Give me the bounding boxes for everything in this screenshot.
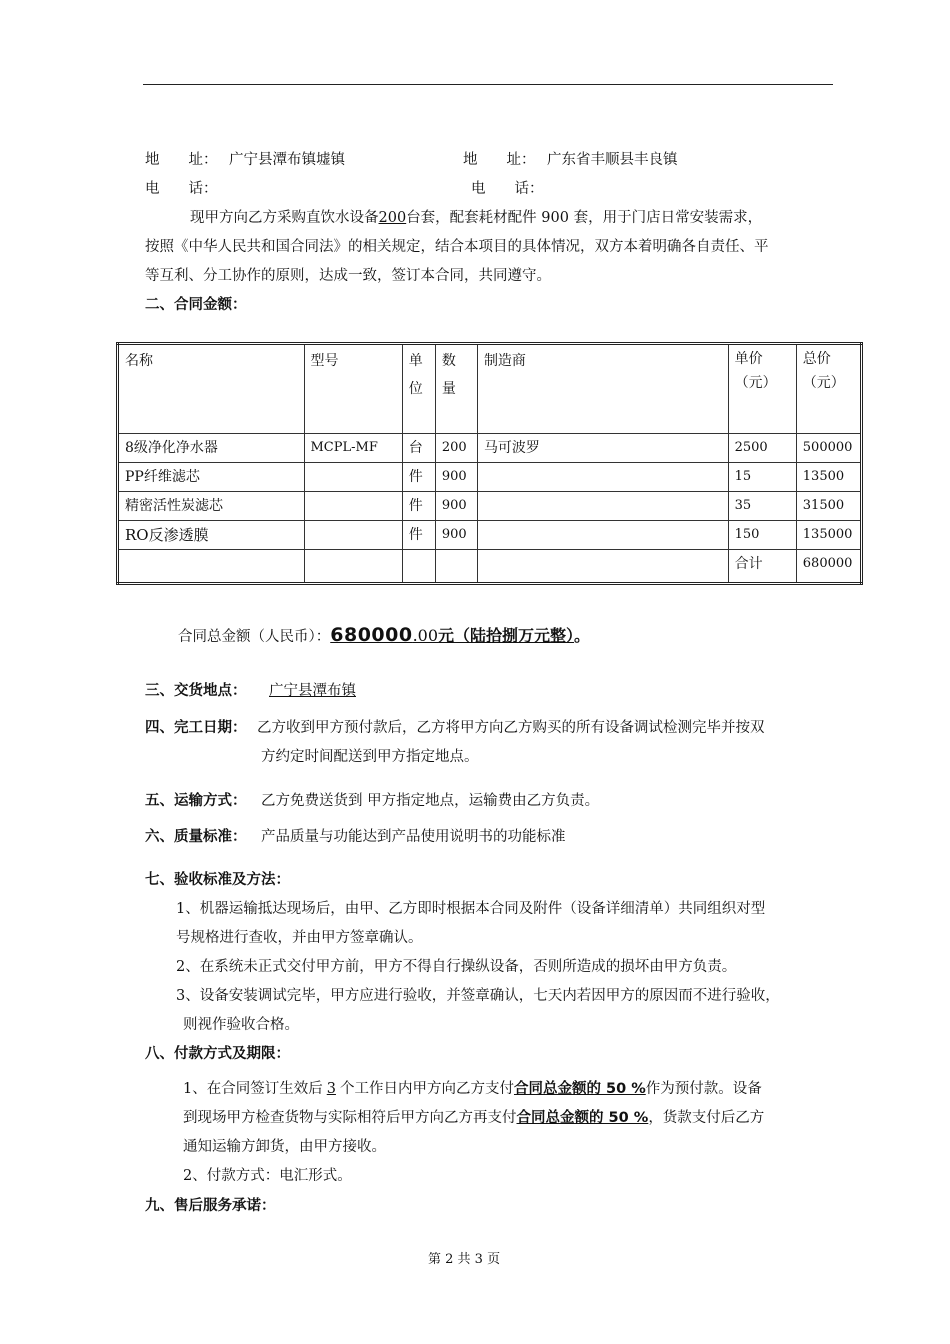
cell-name: 精密活性炭滤芯 [118,492,305,521]
section-6-title: 六、质量标准： [145,829,247,845]
cell-total: 500000 [796,434,861,463]
cell-maker [477,521,728,550]
cell-qty: 900 [435,492,477,521]
table-row [118,521,862,550]
cell-price: 15 [728,463,796,492]
payment-item-1-line-2: 到现场甲方检查货物与实际相符后甲方向乙方再支付合同总金额的 50 %，货款支付后乙方 [183,1110,765,1126]
sum-label: 合计 [728,550,796,584]
address-value-b: 广东省丰顺县丰良镇 [547,152,678,168]
section-4-title: 四、完工日期： [145,720,247,736]
completion-line-1: 乙方收到甲方预付款后，乙方将甲方向乙方购买的所有设备调试检测完毕并按双 [257,720,765,736]
phone-label-a: 电 话： [145,181,218,197]
header-qty: 数 量 [435,344,477,434]
cell-unit: 件 [402,521,435,550]
cell-name: 8级净化净水器 [118,434,305,463]
table-row [118,492,862,521]
section-3-title: 三、交货地点： [145,683,247,699]
header-total-price: 总价 （元） [796,344,861,434]
table-header-row [118,344,862,434]
header-maker: 制造商 [477,344,728,434]
cell-maker [477,463,728,492]
cell-total: 135000 [796,521,861,550]
table-row [118,434,862,463]
cell-model [304,521,402,550]
total-amount-number: 680000 [330,624,413,646]
quality-standard: 产品质量与功能达到产品使用说明书的功能标准 [261,829,566,845]
acceptance-item-1-line-1: 1、机器运输抵达现场后，由甲、乙方即时根据本合同及附件（设备详细清单）共同组织对型 [176,901,766,917]
cell-name: RO反渗透膜 [118,521,305,550]
total-amount-words: 元（陆拾捌万元整） [438,626,575,645]
address-label-b: 地 址： [463,152,536,168]
cell-model [304,463,402,492]
delivery-location: 广宁县潭布镇 [269,683,356,699]
payment-item-1-line-3: 通知运输方卸货，由甲方接收。 [183,1139,386,1155]
cell-model: MCPL-MF [304,434,402,463]
sum-value: 680000 [796,550,861,584]
page-number: 第 2 共 3 页 [428,1252,501,1267]
phone-label-b: 电 话： [471,181,544,197]
total-amount-line [178,622,590,650]
transport-method: 乙方免费送货到 甲方指定地点，运输费由乙方负责。 [261,793,600,809]
header-name: 名称 [118,344,305,434]
cell-qty: 900 [435,463,477,492]
header-model: 型号 [304,344,402,434]
cell-unit: 件 [402,492,435,521]
cell-price: 150 [728,521,796,550]
cell-price: 2500 [728,434,796,463]
table-row [118,463,862,492]
items-table [116,342,863,585]
intro-line-1: 现甲方向乙方采购直饮水设备200台套，配套耗材配件 900 套，用于门店日常安装需求， [190,210,763,226]
cell-qty: 900 [435,521,477,550]
acceptance-item-1-line-2: 号规格进行查收，并由甲方签章确认。 [176,930,423,946]
address-label-a: 地 址： [145,152,218,168]
header-rule [143,84,833,85]
acceptance-item-2: 2、在系统未正式交付甲方前，甲方不得自行操纵设备，否则所造成的损坏由甲方负责。 [176,959,737,975]
cell-unit: 件 [402,463,435,492]
section-5-title: 五、运输方式： [145,793,247,809]
cell-price: 35 [728,492,796,521]
cell-total: 31500 [796,492,861,521]
table-sum-row [118,550,862,584]
cell-model [304,492,402,521]
section-9-title: 九、售后服务承诺： [145,1198,276,1214]
cell-total: 13500 [796,463,861,492]
intro-line-2: 按照《中华人民共和国合同法》的相关规定，结合本项目的具体情况，双方本着明确各自责任、平 [145,239,769,255]
cell-maker [477,492,728,521]
cell-maker: 马可波罗 [477,434,728,463]
total-amount-end: 。 [574,626,591,645]
total-amount-decimals: .00 [412,626,439,645]
cell-unit: 台 [402,434,435,463]
payment-item-2: 2、付款方式：电汇形式。 [183,1168,352,1184]
payment-item-1-line-1: 1、在合同签订生效后 3 个工作日内甲方向乙方支付合同总金额的 50 %作为预付款。设备 [183,1081,762,1097]
cell-name: PP纤维滤芯 [118,463,305,492]
header-unit: 单 位 [402,344,435,434]
section-7-title: 七、验收标准及方法： [145,872,290,888]
completion-line-2: 方约定时间配送到甲方指定地点。 [261,749,479,765]
header-unit-price: 单价 （元） [728,344,796,434]
section-8-title: 八、付款方式及期限： [145,1046,290,1062]
intro-line-3: 等互利、分工协作的原则，达成一致，签订本合同，共同遵守。 [145,268,551,284]
acceptance-item-3-line-2: 则视作验收合格。 [183,1017,299,1033]
total-amount-label: 合同总金额（人民币）： [178,629,331,645]
cell-qty: 200 [435,434,477,463]
section-2-title: 二、合同金额： [145,297,247,313]
address-value-a: 广宁县潭布镇墟镇 [229,152,345,168]
acceptance-item-3-line-1: 3、设备安装调试完毕，甲方应进行验收，并签章确认，七天内若因甲方的原因而不进行验收， [176,988,780,1004]
